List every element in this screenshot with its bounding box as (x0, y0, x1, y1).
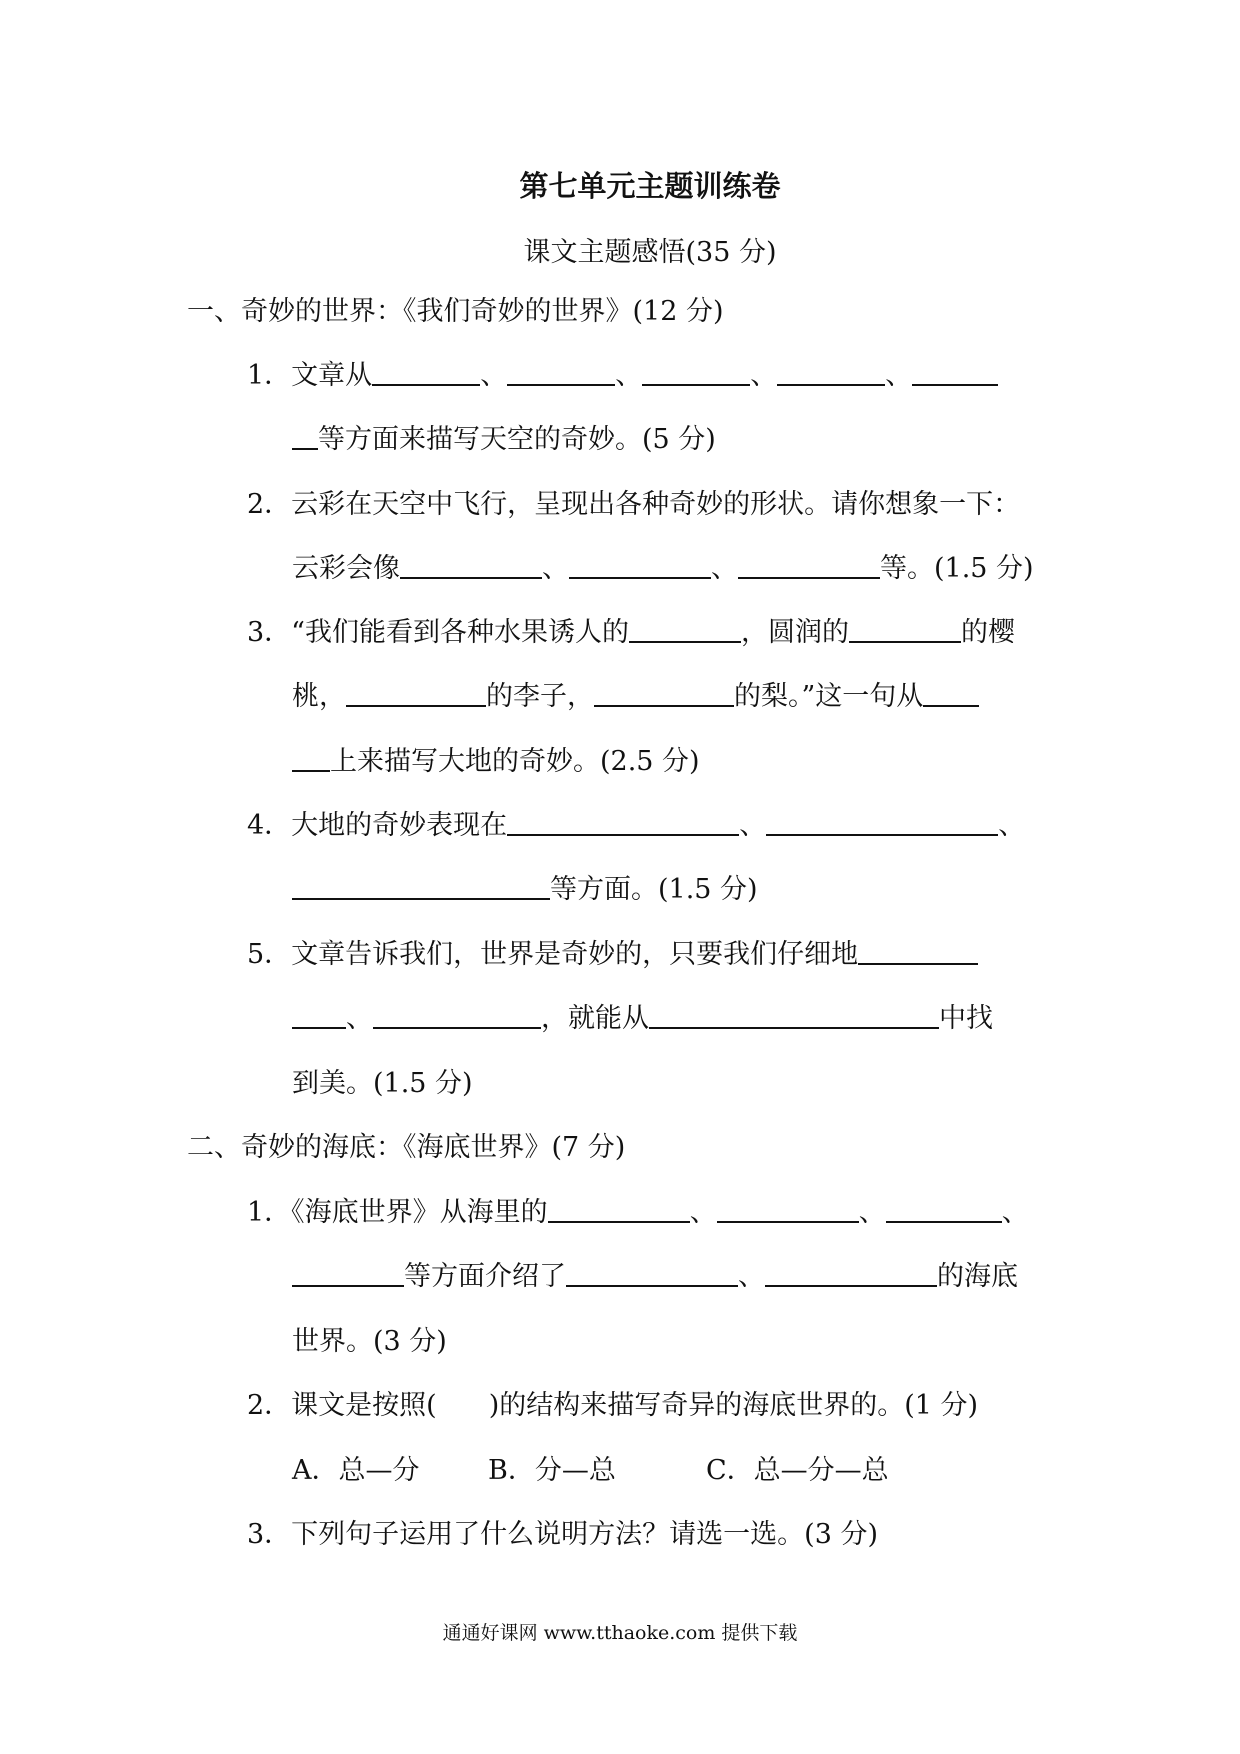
separator: 、 (885, 360, 913, 391)
question-1-3-text: 的梨。”这一句从 (734, 681, 924, 712)
answer-blank[interactable] (373, 1001, 541, 1029)
question-2-2-line-1 (247, 1388, 978, 1424)
separator: 、 (480, 360, 508, 391)
option-a[interactable]: A．总—分 (292, 1455, 420, 1486)
separator: 、 (615, 360, 643, 391)
separator: 、 (998, 810, 1026, 841)
question-1-3-suffix: 上来描写大地的奇妙。(2.5 分) (330, 746, 700, 777)
section-2-heading: 二、奇妙的海底：《海底世界》(7 分) (187, 1132, 626, 1163)
answer-blank[interactable] (912, 358, 998, 386)
answer-blank[interactable] (765, 1259, 937, 1287)
answer-blank[interactable] (346, 679, 486, 707)
question-1-5-line-3: 到美。(1.5 分) (292, 1068, 473, 1099)
answer-blank[interactable] (594, 679, 734, 707)
page-subtitle: 课文主题感悟(35 分) (523, 237, 777, 268)
answer-blank[interactable] (738, 551, 880, 579)
separator: 、 (689, 1197, 717, 1228)
answer-blank[interactable] (372, 358, 480, 386)
answer-blank[interactable] (858, 937, 978, 965)
question-1-1-line-1 (247, 358, 998, 394)
question-1-3-line-1 (247, 615, 1015, 651)
separator: 、 (346, 1003, 373, 1034)
answer-blank[interactable] (642, 358, 750, 386)
page-title: 第七单元主题训练卷 (519, 169, 781, 203)
answer-blank[interactable] (629, 615, 741, 643)
question-1-5-line-2 (292, 1001, 993, 1037)
question-1-1-line-2 (292, 422, 716, 458)
question-1-1-prefix: 1．文章从 (247, 360, 373, 391)
answer-blank[interactable] (923, 679, 979, 707)
answer-blank[interactable] (766, 808, 998, 836)
question-1-3-text: ，圆润的 (740, 617, 849, 648)
answer-blank[interactable] (292, 872, 550, 900)
question-1-3-prefix: 3．“我们能看到各种水果诱人的 (247, 617, 629, 648)
answer-blank[interactable] (292, 1001, 346, 1029)
question-1-3-text: 的樱 (960, 617, 1015, 648)
answer-blank[interactable] (292, 1259, 404, 1287)
separator: 、 (739, 810, 767, 841)
question-1-1-suffix: 等方面来描写天空的奇妙。(5 分) (318, 424, 716, 455)
footer-source: 通通好课网 www.tthaoke.com 提供下载 (442, 1622, 798, 1644)
option-b[interactable]: B．分—总 (488, 1455, 616, 1486)
question-2-1-line-3: 世界。(3 分) (292, 1326, 447, 1357)
question-1-2-line-2 (292, 551, 1034, 587)
question-1-4-line-2 (292, 872, 758, 908)
question-1-2-prefix: 云彩会像 (292, 553, 400, 584)
separator: 、 (750, 360, 778, 391)
answer-blank[interactable] (886, 1195, 1002, 1223)
section-1-heading: 一、奇妙的世界：《我们奇妙的世界》(12 分) (187, 296, 724, 327)
answer-blank[interactable] (566, 1259, 738, 1287)
question-2-1-text: 的海底 (937, 1261, 1018, 1292)
question-2-2-options (292, 1453, 889, 1489)
separator: 、 (1001, 1197, 1029, 1228)
question-1-5-text: 中找 (939, 1003, 993, 1034)
answer-blank[interactable] (569, 551, 711, 579)
question-1-2-line-1: 2．云彩在天空中飞行，呈现出各种奇妙的形状。请你想象一下： (247, 489, 1021, 520)
answer-blank[interactable] (292, 744, 330, 772)
question-2-1-text: 等方面介绍了 (404, 1261, 566, 1292)
question-1-5-line-1 (247, 937, 978, 973)
answer-blank[interactable] (400, 551, 542, 579)
question-1-5-prefix: 5．文章告诉我们，世界是奇妙的，只要我们仔细地 (247, 939, 859, 970)
question-1-3-line-3 (292, 744, 700, 780)
question-1-4-prefix: 4．大地的奇妙表现在 (247, 810, 508, 841)
answer-blank[interactable] (292, 422, 318, 450)
answer-blank[interactable] (649, 1001, 939, 1029)
question-2-2-suffix: )的结构来描写奇异的海底世界的。(1 分) (488, 1390, 979, 1421)
answer-blank[interactable] (849, 615, 961, 643)
answer-blank[interactable] (548, 1195, 690, 1223)
answer-blank[interactable] (507, 358, 615, 386)
answer-blank[interactable] (777, 358, 885, 386)
question-2-1-line-1 (247, 1195, 1029, 1231)
question-2-1-line-2 (292, 1259, 1018, 1295)
option-c[interactable]: C．总—分—总 (706, 1455, 889, 1486)
question-2-1-prefix: 1．《海底世界》从海里的 (247, 1197, 548, 1228)
question-1-4-line-1 (247, 808, 1025, 844)
question-1-3-line-2 (292, 679, 979, 715)
separator: 、 (542, 553, 569, 584)
separator: 、 (711, 553, 738, 584)
question-2-2-prefix: 2．课文是按照( (247, 1390, 437, 1421)
question-1-4-suffix: 等方面。(1.5 分) (550, 874, 758, 905)
question-1-5-text: ，就能从 (541, 1003, 649, 1034)
answer-blank[interactable] (717, 1195, 859, 1223)
answer-blank[interactable] (507, 808, 739, 836)
separator: 、 (738, 1261, 765, 1292)
question-1-2-suffix: 等。(1.5 分) (880, 553, 1034, 584)
separator: 、 (858, 1197, 886, 1228)
question-1-3-text: 桃， (292, 681, 346, 712)
question-2-3: 3．下列句子运用了什么说明方法？请选一选。(3 分) (247, 1519, 879, 1550)
question-1-3-text: 的李子， (486, 681, 594, 712)
